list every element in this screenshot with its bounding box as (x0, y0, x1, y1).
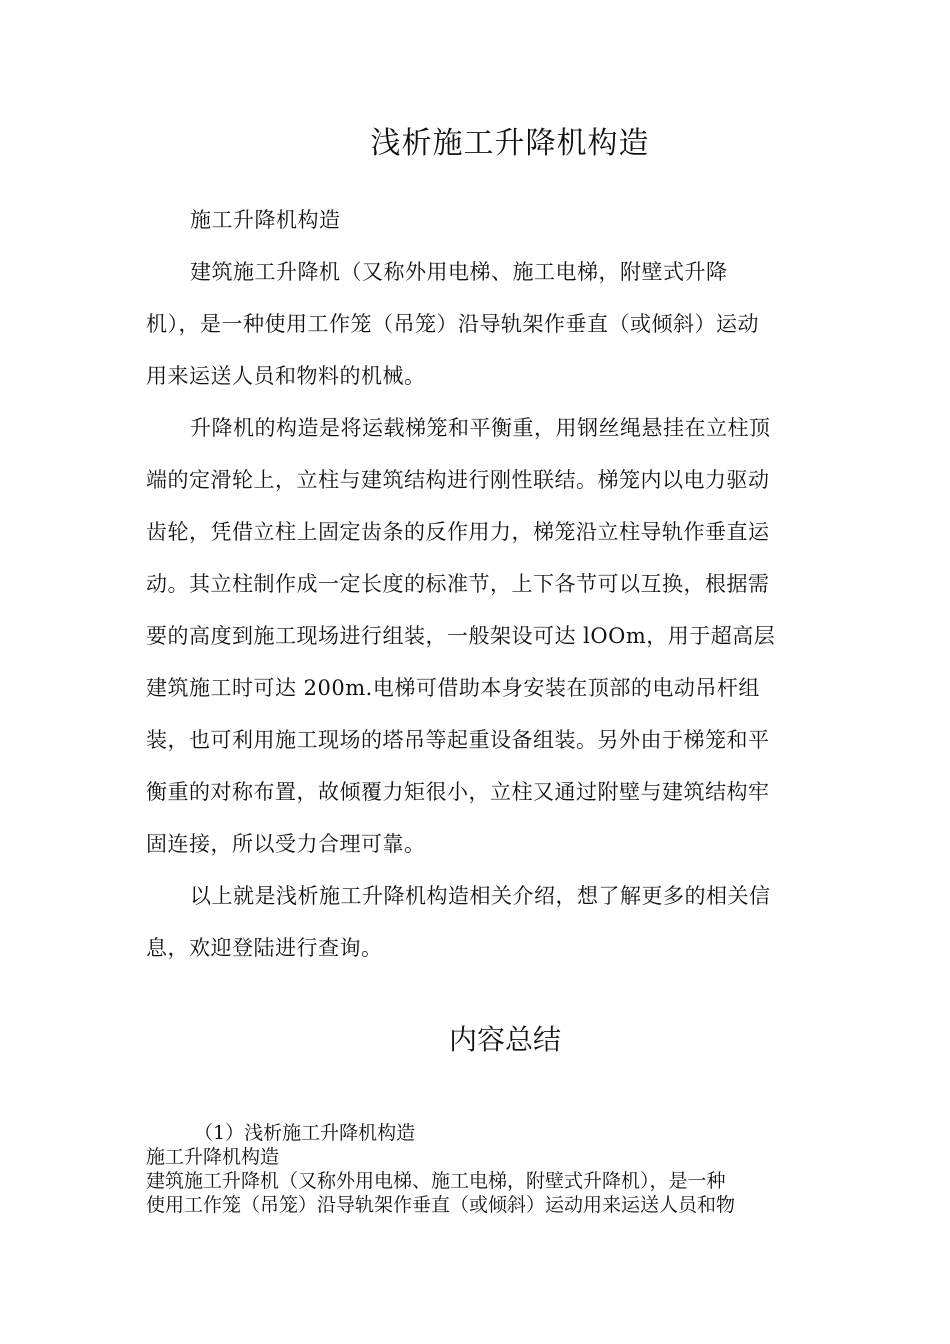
summary-body (146, 1121, 806, 1217)
summary-line: 施工升降机构造 (146, 1146, 280, 1168)
summary-line: 使用工作笼（吊笼）沿导轨架作垂直（或倾斜）运动用来运送人员和物 (146, 1194, 736, 1216)
paragraph-line: 齿轮，凭借立柱上固定齿条的反作用力，梯笼沿立柱导轨作垂直运 (146, 520, 770, 544)
paragraph-line: 装，也可利用施工现场的塔吊等起重设备组装。另外由于梯笼和平 (146, 728, 770, 752)
paragraph-line: 升降机的构造是将运载梯笼和平衡重，用钢丝绳悬挂在立柱顶 (190, 416, 771, 440)
summary-line: 建筑施工升降机（又称外用电梯、施工电梯，附壁式升降机），是一种 (146, 1170, 726, 1192)
summary-line: （1）浅析施工升降机构造 (194, 1122, 416, 1144)
summary-heading: 内容总结 (448, 1023, 561, 1056)
paragraph-line: 以上就是浅析施工升降机构造相关介绍，想了解更多的相关信 (190, 884, 771, 908)
document-body (146, 194, 800, 974)
paragraph-line: 衡重的对称布置，故倾覆力矩很小，立柱又通过附壁与建筑结构牢 (146, 780, 770, 804)
paragraph-line: 机），是一种使用工作笼（吊笼）沿导轨架作垂直（或倾斜）运动 (146, 312, 759, 336)
paragraph-line: 施工升降机构造 (190, 208, 341, 232)
paragraph-line: 建筑施工升降机（又称外用电梯、施工电梯，附壁式升降 (190, 260, 728, 284)
paragraph-line: 端的定滑轮上，立柱与建筑结构进行刚性联结。梯笼内以电力驱动 (146, 468, 770, 492)
paragraph-line: 用来运送人员和物料的机械。 (146, 364, 426, 388)
paragraph-line: 息，欢迎登陆进行查询。 (146, 936, 383, 960)
paragraph-line: 动。其立柱制作成一定长度的标准节，上下各节可以互换，根据需 (146, 572, 770, 596)
paragraph-line: 固连接，所以受力合理可靠。 (146, 832, 426, 856)
paragraph-line: 建筑施工时可达 200m.电梯可借助本身安装在顶部的电动吊杆组 (146, 676, 760, 700)
paragraph-line: 要的高度到施工现场进行组装，一般架设可达 lOOm，用于超高层 (146, 624, 776, 648)
document-title: 浅析施工升降机构造 (370, 126, 650, 161)
